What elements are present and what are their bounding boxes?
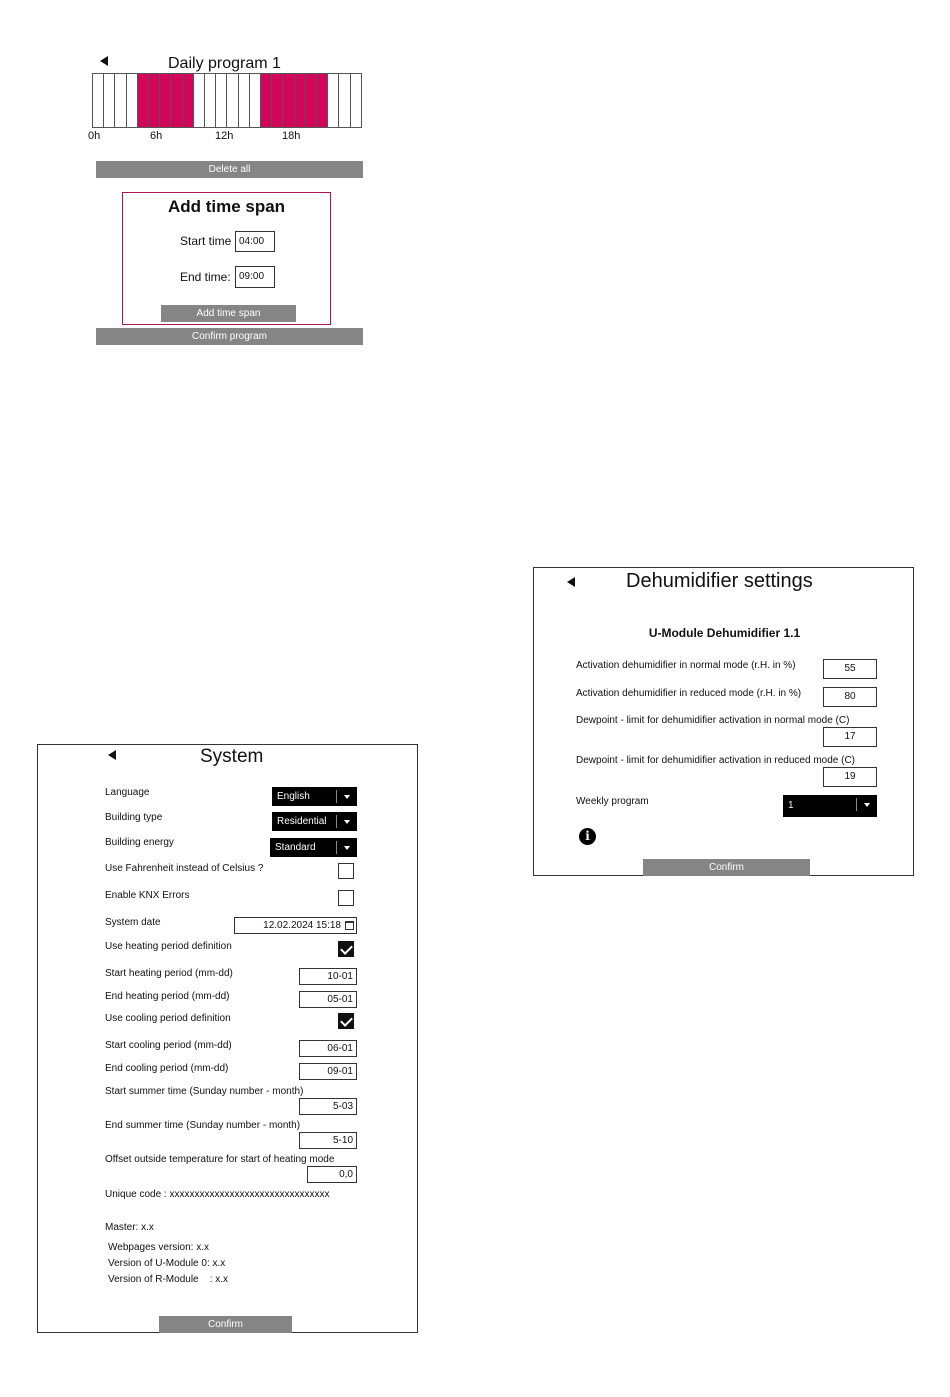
fahrenheit-checkbox[interactable] <box>338 863 354 879</box>
chevron-down-icon <box>864 803 870 807</box>
start-cooling-label: Start cooling period (mm-dd) <box>105 1040 232 1051</box>
heating-def-checkbox[interactable] <box>338 941 354 957</box>
start-heating-label: Start heating period (mm-dd) <box>105 968 233 979</box>
chevron-down-icon <box>344 795 350 799</box>
time-slot[interactable] <box>328 74 339 127</box>
time-slot[interactable] <box>250 74 261 127</box>
start-summer-label: Start summer time (Sunday number - month) <box>105 1086 304 1097</box>
delete-all-button[interactable]: Delete all <box>96 161 363 178</box>
end-time-input[interactable]: 09:00 <box>235 266 275 288</box>
normal-mode-input[interactable]: 55 <box>823 659 877 679</box>
dewpoint-normal-input[interactable]: 17 <box>823 727 877 747</box>
language-label: Language <box>105 787 150 798</box>
start-time-label: Start time <box>180 234 232 248</box>
time-slot[interactable] <box>205 74 216 127</box>
tick-label: 6h <box>150 130 163 142</box>
cooling-def-checkbox[interactable] <box>338 1013 354 1029</box>
start-summer-input[interactable]: 5-03 <box>299 1098 357 1115</box>
tick-label: 0h <box>88 130 101 142</box>
knx-errors-label: Enable KNX Errors <box>105 890 190 901</box>
back-arrow-icon[interactable] <box>108 750 116 760</box>
building-energy-label: Building energy <box>105 837 174 848</box>
system-date-value: 12.02.2024 15:18 <box>263 920 341 931</box>
system-date-input[interactable] <box>234 917 357 934</box>
time-slot[interactable] <box>93 74 104 127</box>
time-slot[interactable] <box>216 74 227 127</box>
back-arrow-icon[interactable] <box>100 56 108 66</box>
system-date-label: System date <box>105 917 161 928</box>
add-time-span-title: Add time span <box>167 197 286 216</box>
time-slot[interactable] <box>351 74 361 127</box>
start-heating-input[interactable]: 10-01 <box>299 968 357 985</box>
dehumidifier-panel <box>533 567 914 876</box>
time-slot[interactable] <box>160 74 171 127</box>
add-time-span-button[interactable]: Add time span <box>161 305 296 322</box>
end-cooling-label: End cooling period (mm-dd) <box>105 1063 229 1074</box>
confirm-program-button[interactable]: Confirm program <box>96 328 363 345</box>
time-slot[interactable] <box>283 74 294 127</box>
time-slot[interactable] <box>295 74 306 127</box>
time-slot[interactable] <box>227 74 238 127</box>
language-select[interactable] <box>272 787 357 806</box>
time-slot[interactable] <box>115 74 126 127</box>
time-slot[interactable] <box>306 74 317 127</box>
tick-label: 12h <box>215 130 234 142</box>
dewpoint-normal-label: Dewpoint - limit for dehumidifier activation in normal mode (C) <box>576 715 850 726</box>
time-slot[interactable] <box>127 74 138 127</box>
umodule-version: Version of U-Module 0: x.x <box>108 1258 226 1269</box>
normal-mode-label: Activation dehumidifier in normal mode (r.H. in %) <box>576 660 796 671</box>
offset-input[interactable]: 0,0 <box>307 1166 357 1183</box>
time-slot[interactable] <box>339 74 350 127</box>
time-slot[interactable] <box>171 74 182 127</box>
building-energy-value: Standard <box>275 842 316 853</box>
end-summer-input[interactable]: 5-10 <box>299 1132 357 1149</box>
calendar-icon[interactable] <box>345 921 354 930</box>
end-heating-label: End heating period (mm-dd) <box>105 991 230 1002</box>
day-timeline[interactable] <box>92 73 362 128</box>
time-slot[interactable] <box>194 74 205 127</box>
dewpoint-reduced-label: Dewpoint - limit for dehumidifier activation in reduced mode (C) <box>576 755 856 766</box>
info-icon[interactable]: i <box>579 828 596 845</box>
confirm-button[interactable]: Confirm <box>643 859 810 876</box>
reduced-mode-input[interactable]: 80 <box>823 687 877 707</box>
system-title: System <box>200 746 264 767</box>
time-slot[interactable] <box>183 74 194 127</box>
daily-program-title: Daily program 1 <box>168 55 281 72</box>
weekly-program-value: 1 <box>788 800 794 811</box>
start-time-input[interactable]: 04:00 <box>235 231 275 252</box>
reduced-mode-label: Activation dehumidifier in reduced mode (r.H. in %) <box>576 688 802 699</box>
master-version: Master: x.x <box>105 1222 154 1233</box>
time-slot[interactable] <box>138 74 149 127</box>
offset-label: Offset outside temperature for start of heating mode <box>105 1154 335 1165</box>
unique-code: Unique code : xxxxxxxxxxxxxxxxxxxxxxxxxxxxxxxx <box>105 1189 330 1200</box>
end-time-label: End time: <box>180 270 231 284</box>
building-type-label: Building type <box>105 812 163 823</box>
fahrenheit-label: Use Fahrenheit instead of Celsius ? <box>105 863 264 874</box>
chevron-down-icon <box>344 820 350 824</box>
rmodule-version: Version of R-Module : x.x <box>108 1274 229 1285</box>
end-cooling-input[interactable]: 09-01 <box>299 1063 357 1080</box>
time-slot[interactable] <box>239 74 250 127</box>
chevron-down-icon <box>344 846 350 850</box>
building-type-value: Residential <box>277 816 327 827</box>
heating-def-label: Use heating period definition <box>105 941 232 952</box>
module-subtitle: U-Module Dehumidifier 1.1 <box>648 626 801 640</box>
time-slot[interactable] <box>149 74 160 127</box>
time-slot[interactable] <box>272 74 283 127</box>
cooling-def-label: Use cooling period definition <box>105 1013 231 1024</box>
time-slot[interactable] <box>317 74 328 127</box>
time-slot[interactable] <box>104 74 115 127</box>
building-type-select[interactable] <box>272 812 357 831</box>
tick-label: 18h <box>282 130 301 142</box>
building-energy-select[interactable] <box>270 838 357 857</box>
knx-errors-checkbox[interactable] <box>338 890 354 906</box>
language-value: English <box>277 791 310 802</box>
start-cooling-input[interactable]: 06-01 <box>299 1040 357 1057</box>
dewpoint-reduced-input[interactable]: 19 <box>823 767 877 787</box>
dehumidifier-title: Dehumidifier settings <box>626 570 813 592</box>
add-time-span-dialog <box>122 192 331 325</box>
back-arrow-icon[interactable] <box>567 577 575 587</box>
webpages-version: Webpages version: x.x <box>108 1242 209 1253</box>
end-summer-label: End summer time (Sunday number - month) <box>105 1120 301 1131</box>
weekly-program-label: Weekly program <box>576 796 649 807</box>
confirm-button[interactable]: Confirm <box>159 1316 292 1333</box>
weekly-program-select[interactable] <box>783 795 877 817</box>
time-slot[interactable] <box>261 74 272 127</box>
system-panel <box>37 744 418 1333</box>
end-heating-input[interactable]: 05-01 <box>299 991 357 1008</box>
